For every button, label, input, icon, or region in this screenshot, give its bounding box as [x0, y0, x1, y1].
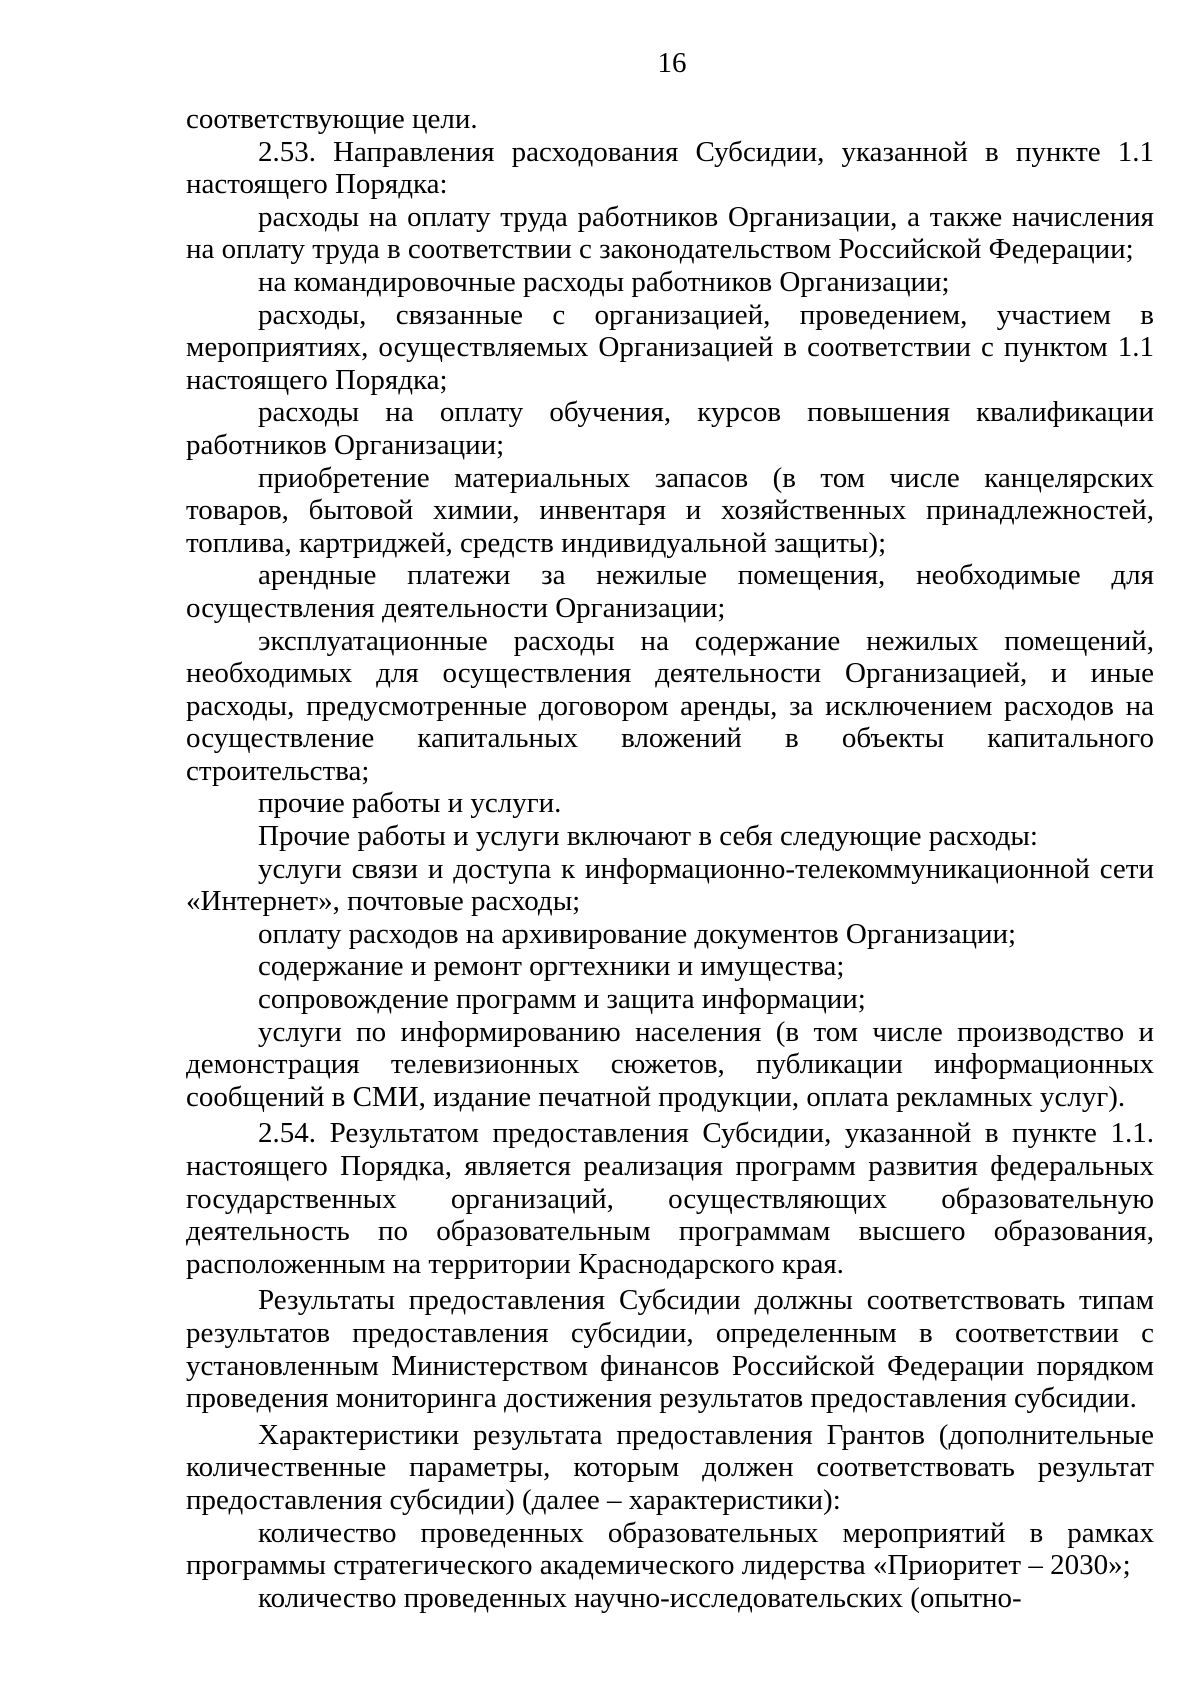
paragraph-characteristics: Характеристики результата предоставления Грантов (дополнительные количественные параметры, которым должен соответствовать результат предоставления субсидии) (далее – характеристики):	[186, 1418, 1154, 1516]
paragraph-expense-travel: на командировочные расходы работников Организации;	[258, 265, 950, 298]
paragraph-other-software: сопровождение программ и защита информации;	[258, 983, 866, 1016]
paragraph-continuation: соответствующие цели.	[186, 103, 478, 135]
paragraph-2-53-heading: 2.53. Направления расходования Субсидии, указанной в пункте 1.1 настоящего Порядка:	[186, 135, 1154, 201]
paragraph-expense-labor: расходы на оплату труда работников Организации, а также начисления на оплату труда в соответствии с законодательством Российской Федерации;	[186, 200, 1154, 266]
paragraph-other-informing: услуги по информированию населения (в том числе производство и демонстрация телевизионных сюжетов, публикации информационных сообщений в СМИ, издание печатной продукции, оплата рекламных услуг).	[186, 1015, 1154, 1113]
paragraph-expense-other: прочие работы и услуги.	[258, 787, 562, 820]
paragraph-characteristic-research: количество проведенных научно-исследовательских (опытно-	[258, 1581, 1022, 1614]
paragraph-other-equipment: содержание и ремонт оргтехники и имущества;	[258, 950, 845, 983]
paragraph-characteristic-events: количество проведенных образовательных мероприятий в рамках программы стратегического академического лидерства «Приоритет – 2030»;	[186, 1516, 1154, 1582]
paragraph-2-54-result: 2.54. Результатом предоставления Субсидии, указанной в пункте 1.1. настоящего Порядка, является реализация программ развития федеральных государственных организаций, осуществляющих образовательную деятельность по образовательным программам высшего образования, расположенным на территории Краснодарского края.	[186, 1117, 1154, 1280]
paragraph-results-types: Результаты предоставления Субсидии должны соответствовать типам результатов предоставления субсидии, определенным в соответствии с установленным Министерством финансов Российской Федерации порядком проведения мониторинга достижения результатов предоставления субсидии.	[186, 1284, 1154, 1415]
paragraph-expense-training: расходы на оплату обучения, курсов повышения квалификации работников Организации;	[186, 396, 1154, 461]
paragraph-expense-maintenance: эксплуатационные расходы на содержание нежилых помещений, необходимых для осуществления деятельности Организацией, и иные расходы, предусмотренные договором аренды, за исключением расходов на осуществление капитальных вложений в объекты капитального строительства;	[186, 624, 1154, 787]
paragraph-other-communication: услуги связи и доступа к информационно-телекоммуникационной сети «Интернет», почтовые расходы;	[186, 852, 1154, 918]
paragraph-expense-rent: арендные платежи за нежилые помещения, необходимые для осуществления деятельности Организации;	[186, 559, 1154, 624]
paragraph-expense-events: расходы, связанные с организацией, проведением, участием в мероприятиях, осуществляемых Организацией в соответствии с пунктом 1.1 настоящего Порядка;	[186, 298, 1154, 396]
paragraph-expense-materials: приобретение материальных запасов (в том числе канцелярских товаров, бытовой химии, инвентаря и хозяйственных принадлежностей, топлива, картриджей, средств индивидуальной защиты);	[186, 461, 1154, 559]
paragraph-other-archiving: оплату расходов на архивирование документов Организации;	[258, 917, 1017, 950]
page-number: 16	[657, 47, 687, 79]
paragraph-other-includes: Прочие работы и услуги включают в себя следующие расходы:	[258, 820, 1038, 853]
document-body	[186, 103, 1154, 1614]
